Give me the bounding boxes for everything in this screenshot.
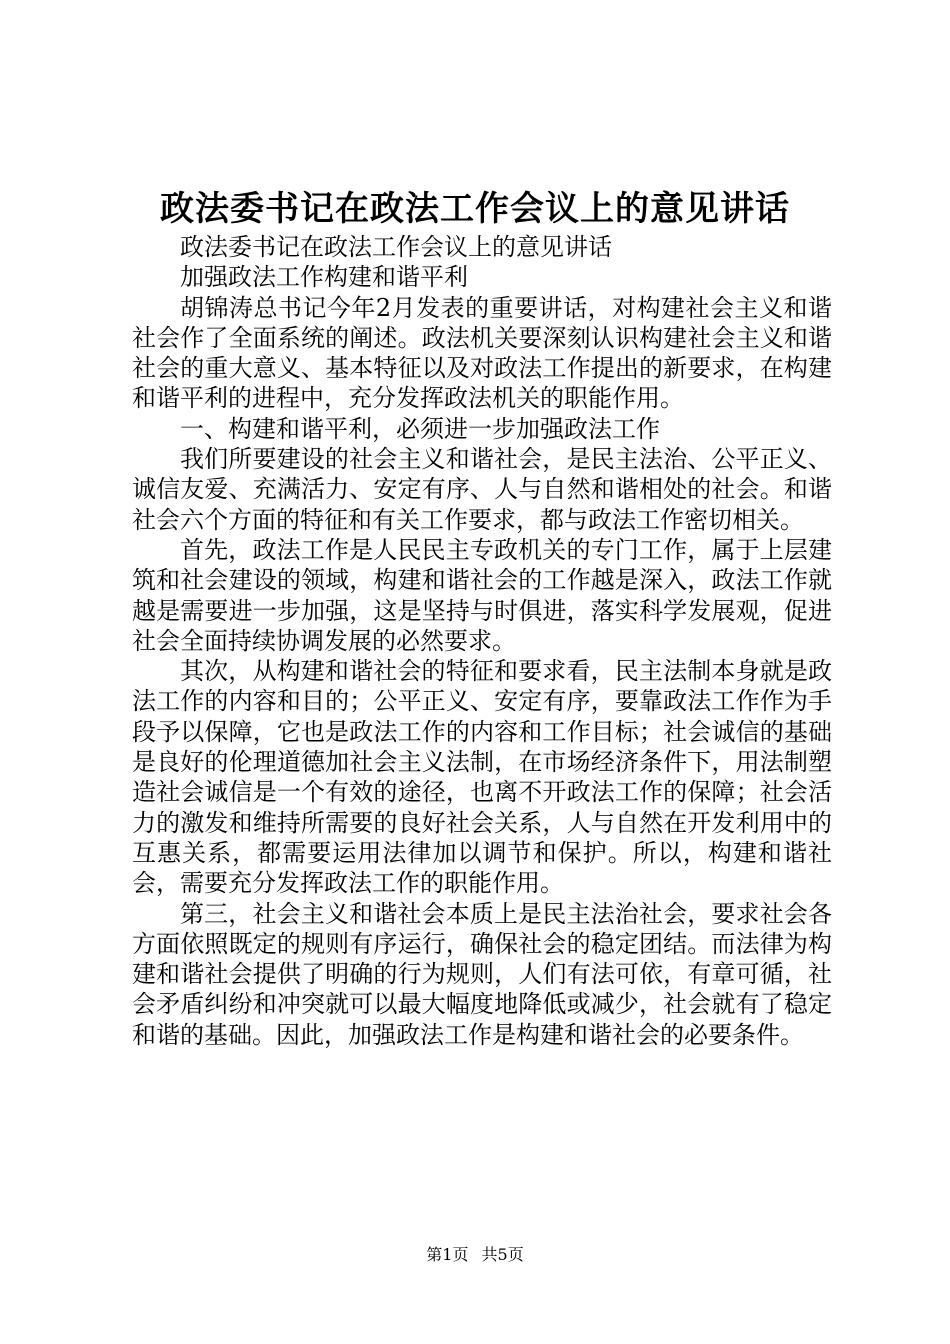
- page-footer: [0, 1244, 950, 1266]
- document-body: [132, 232, 832, 1050]
- body-paragraph: 我们所要建设的社会主义和谐社会，是民主法治、公平正义、诚信友爱、充满活力、安定有序、人与自然和谐相处的社会。和谐社会六个方面的特征和有关工作要求，都与政法工作密切相关。: [132, 445, 832, 534]
- body-paragraph: 首先，政法工作是人民民主专政机关的专门工作，属于上层建筑和社会建设的领域，构建和谐社会的工作越是深入，政法工作就越是需要进一步加强，这是坚持与时俱进，落实科学发展观，促进社会全面持续协调发展的必然要求。: [132, 535, 832, 655]
- body-paragraph: 第三，社会主义和谐社会本质上是民主法治社会，要求社会各方面依照既定的规则有序运行，确保社会的稳定团结。而法律为构建和谐社会提供了明确的行为规则，人们有法可依，有章可循，社会矛盾纠纷和冲突就可以最大幅度地降低或减少，社会就有了稳定和谐的基础。因此，加强政法工作是构建和谐社会的必要条件。: [132, 899, 832, 1049]
- section-heading: 一、构建和谐平利，必须进一步加强政法工作: [180, 414, 660, 443]
- body-paragraph: 其次，从构建和谐社会的特征和要求看，民主法制本身就是政法工作的内容和目的；公平正义、安定有序，要靠政法工作作为手段予以保障，它也是政法工作的内容和工作目标；社会诚信的基础是良好的伦理道德加社会主义法制，在市场经济条件下，用法制塑造社会诚信是一个有效的途径，也离不开政法工作的保障；社会活力的激发和维持所需要的良好社会关系，人与自然在开发利用中的互惠关系，都需要运用法律加以调节和保护。所以，构建和谐社会，需要充分发挥政法工作的职能作用。: [132, 657, 832, 898]
- page-number: 第1页: [426, 1245, 469, 1264]
- page-total: 共5页: [481, 1245, 524, 1264]
- document-title: 政法委书记在政法工作会议上的意见讲话: [160, 189, 790, 229]
- body-paragraph: 加强政法工作构建和谐平利: [180, 263, 468, 292]
- body-paragraph: 政法委书记在政法工作会议上的意见讲话: [180, 233, 612, 261]
- body-paragraph: 胡锦涛总书记今年2月发表的重要讲话，对构建社会主义和谐社会作了全面系统的阐述。政法机关要深刻认识构建社会主义和谐社会的重大意义、基本特征以及对政法工作提出的新要求，在构建和谐平利的进程中，充分发挥政法机关的职能作用。: [132, 293, 832, 413]
